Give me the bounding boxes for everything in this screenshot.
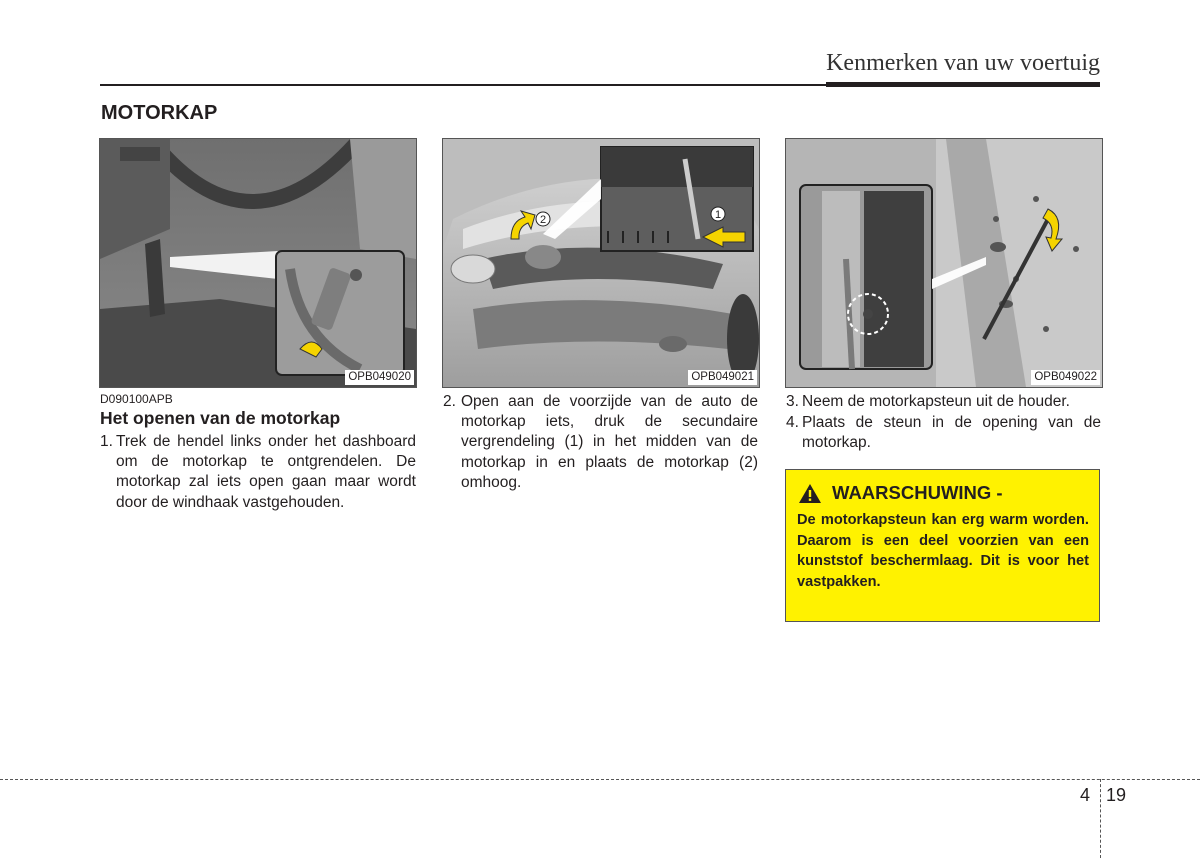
page-number: 19 <box>1106 785 1127 805</box>
subheading-opening-hood: Het openen van de motorkap <box>100 408 341 428</box>
step-1 <box>100 432 416 513</box>
warning-text: De motorkapsteun kan erg warm worden. Daarom is een deel voorzien van een kunststof beschermlaag. Dit is voor het vastpakken. <box>797 512 1089 590</box>
step-text: Neem de motorkapsteun uit de houder. <box>802 393 1070 410</box>
reference-code: D090100APB <box>100 392 173 406</box>
figure-code: OPB049022 <box>1031 370 1100 385</box>
warning-title: WAARSCHUWING - <box>832 482 1003 503</box>
svg-text:1: 1 <box>714 209 722 221</box>
footer-dashed-divider <box>1100 779 1101 858</box>
step-number: 1. <box>100 433 113 450</box>
step-number: 2. <box>443 393 456 410</box>
page-header-title: Kenmerken van uw voertuig <box>826 50 1100 76</box>
figure-code: OPB049021 <box>688 370 757 385</box>
figure-hood-release-lever <box>99 138 417 388</box>
car-front-hood-latch-illustration <box>443 139 759 387</box>
header-rule-accent <box>826 82 1100 87</box>
warning-triangle-icon <box>798 483 822 504</box>
step-2 <box>443 392 758 493</box>
hood-support-rod-illustration <box>786 139 1102 387</box>
figure-car-front-hood <box>442 138 760 388</box>
step-4 <box>786 413 1101 453</box>
step-text: Trek de hendel links onder het dashboard om de motorkap te ontgrendelen. De motorkap zal iets open gaan maar wordt door de windhaak vastgehouden. <box>116 433 416 511</box>
hood-release-lever-illustration <box>100 139 416 387</box>
figure-hood-support-rod <box>785 138 1103 388</box>
step-3 <box>786 392 1101 412</box>
footer-dashed-rule <box>0 779 1200 780</box>
step-number: 4. <box>786 414 799 431</box>
chapter-number: 4 <box>1080 785 1091 805</box>
figure-code: OPB049020 <box>345 370 414 385</box>
warning-box <box>785 469 1100 622</box>
svg-text:2: 2 <box>539 214 547 226</box>
step-text: Plaats de steun in de opening van de motorkap. <box>802 414 1101 452</box>
step-text: Open aan de voorzijde van de auto de motorkap iets, druk de secundaire vergrendeling (1) in het midden van de motorkap in en plaats de motorkap (2) omhoog. <box>461 393 758 491</box>
warning-header <box>797 482 1089 504</box>
step-number: 3. <box>786 393 799 410</box>
section-title: MOTORKAP <box>101 102 218 124</box>
